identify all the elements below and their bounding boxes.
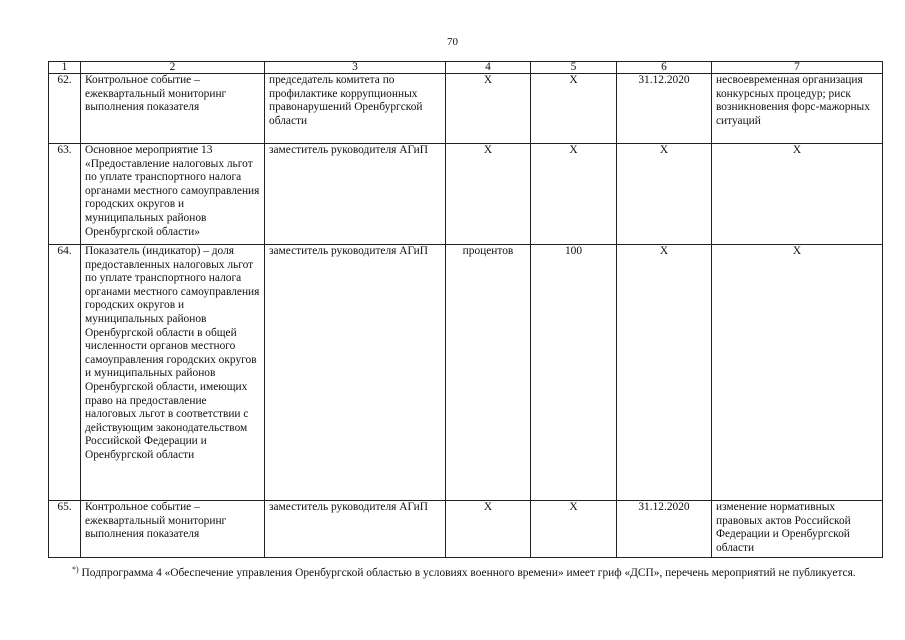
date-cell: X <box>617 245 712 501</box>
unit-cell: X <box>446 144 531 245</box>
column-header: 2 <box>81 62 265 74</box>
table-row <box>49 501 883 558</box>
value-cell: X <box>531 501 617 558</box>
column-header: 7 <box>712 62 883 74</box>
footnote-marker: *) <box>72 565 79 574</box>
activities-table <box>48 61 883 558</box>
date-cell: 31.12.2020 <box>617 74 712 144</box>
table-row <box>49 144 883 245</box>
value-cell: X <box>531 74 617 144</box>
date-cell: X <box>617 144 712 245</box>
activity-name: Контрольное событие – ежеквартальный мониторинг выполнения показателя <box>81 501 265 558</box>
unit-cell: X <box>446 74 531 144</box>
table-row <box>49 74 883 144</box>
unit-cell: процентов <box>446 245 531 501</box>
responsible-person: председатель комитета по профилактике коррупционных правонарушений Оренбургской области <box>265 74 446 144</box>
column-header: 1 <box>49 62 81 74</box>
risk-cell: изменение нормативных правовых актов Российской Федерации и Оренбургской области <box>712 501 883 558</box>
activity-name: Контрольное событие – ежеквартальный мониторинг выполнения показателя <box>81 74 265 144</box>
column-header: 6 <box>617 62 712 74</box>
risk-cell: X <box>712 144 883 245</box>
table-header-row <box>49 62 883 74</box>
activity-name: Показатель (индикатор) – доля предоставленных налоговых льгот по уплате транспортного налога органами местного самоуправления городских округов и муниципальных районов Оренбургской области в общей численности органов местного самоуправления городских округов и муниципальных районов Оренбургской области, имеющих право на предоставление налоговых льгот в соответствии с действующим законодательством Российской Федерации и Оренбургской области <box>81 245 265 501</box>
row-number: 65. <box>49 501 81 558</box>
table-row <box>49 245 883 501</box>
unit-cell: X <box>446 501 531 558</box>
row-number: 64. <box>49 245 81 501</box>
footnote <box>48 565 882 581</box>
column-header: 5 <box>531 62 617 74</box>
risk-cell: X <box>712 245 883 501</box>
activity-name: Основное мероприятие 13 «Предоставление налоговых льгот по уплате транспортного налога органами местного самоуправления городских округов и муниципальных районов Оренбургской области» <box>81 144 265 245</box>
responsible-person: заместитель руководителя АГиП <box>265 501 446 558</box>
responsible-person: заместитель руководителя АГиП <box>265 245 446 501</box>
row-number: 62. <box>49 74 81 144</box>
page-number: 70 <box>447 36 458 48</box>
value-cell: X <box>531 144 617 245</box>
value-cell: 100 <box>531 245 617 501</box>
column-header: 3 <box>265 62 446 74</box>
column-header: 4 <box>446 62 531 74</box>
date-cell: 31.12.2020 <box>617 501 712 558</box>
risk-cell: несвоевременная организация конкурсных процедур; риск возникновения форс-мажорных ситуаций <box>712 74 883 144</box>
row-number: 63. <box>49 144 81 245</box>
footnote-text: Подпрограмма 4 «Обеспечение управления Оренбургской областью в условиях военного времени» имеет гриф «ДСП», перечень мероприятий не публикуется. <box>81 567 856 579</box>
responsible-person: заместитель руководителя АГиП <box>265 144 446 245</box>
